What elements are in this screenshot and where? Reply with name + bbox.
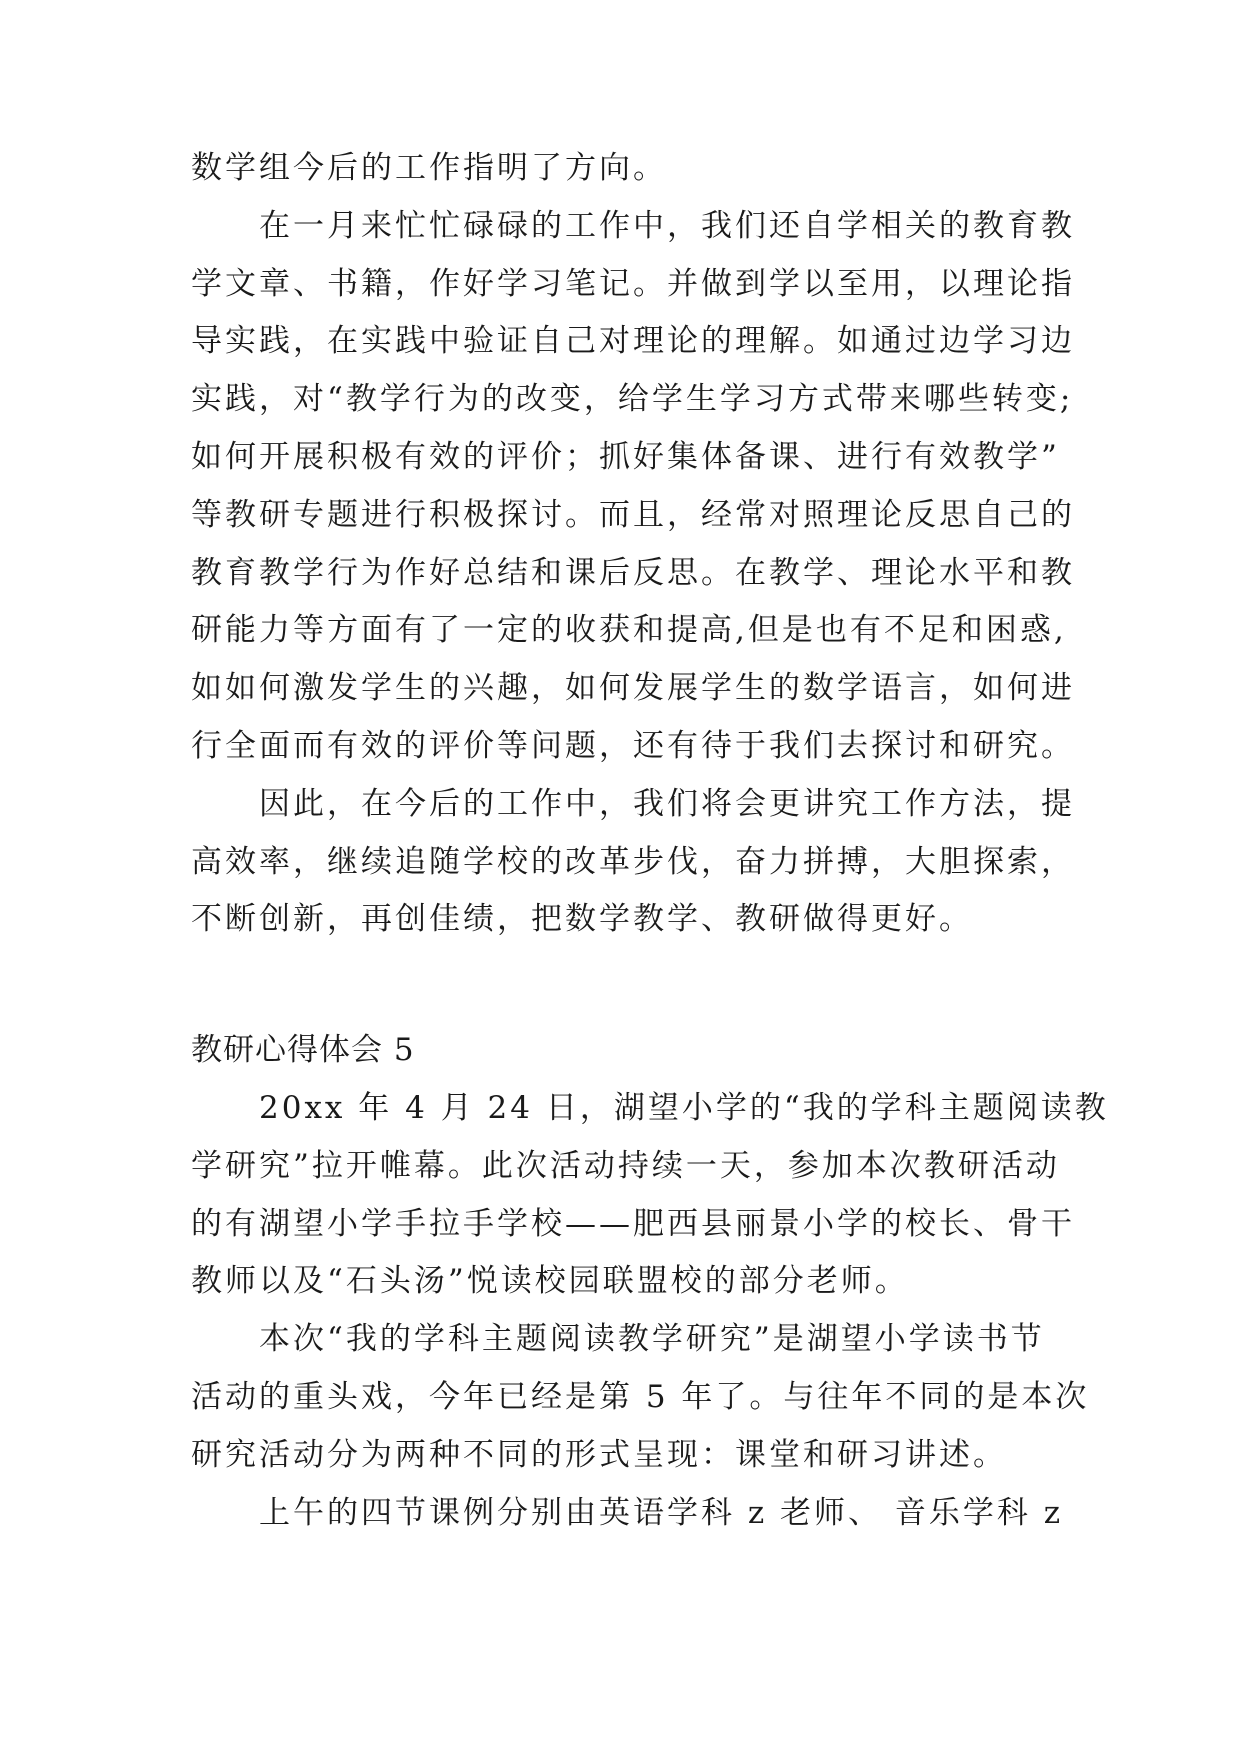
- section-1-body: [191, 140, 1075, 949]
- paragraph-line: 教育教学行为作好总结和课后反思。在教学、理论水平和教: [191, 554, 1075, 591]
- paragraph-line: 研究活动分为两种不同的形式呈现：课堂和研习讲述。: [191, 1436, 1007, 1473]
- paragraph-line: 如何开展积极有效的评价；抓好集体备课、进行有效教学”: [191, 438, 1060, 475]
- paragraph-line: 本次“我的学科主题阅读教学研究”是湖望小学读书节: [259, 1321, 1045, 1358]
- paragraph-line: 20xx 年 4 月 24 日，湖望小学的“我的学科主题阅读教: [259, 1090, 1109, 1126]
- paragraph-line: 学文章、书籍，作好学习笔记。并做到学以至用，以理论指: [191, 265, 1075, 302]
- paragraph-line: 上午的四节课例分别由英语学科 z 老师、 音乐学科 z: [259, 1494, 1064, 1531]
- paragraph-line: 不断创新，再创佳绩，把数学教学、教研做得更好。: [191, 901, 973, 938]
- paragraph-line: 学研究”拉开帷幕。此次活动持续一天，参加本次教研活动: [191, 1147, 1060, 1184]
- paragraph-line: 高效率，继续追随学校的改革步伐，奋力拼搏，大胆探索，: [191, 843, 1075, 880]
- paragraph-line: 数学组今后的工作指明了方向。: [191, 150, 667, 186]
- paragraph-line: 教师以及“石头汤”悦读校园联盟校的部分老师。: [191, 1263, 909, 1300]
- paragraph-line: 行全面而有效的评价等问题，还有待于我们去探讨和研究。: [191, 727, 1075, 764]
- paragraph-line: 的有湖望小学手拉手学校——肥西县丽景小学的校长、骨干: [191, 1205, 1075, 1242]
- paragraph-line: 如如何激发学生的兴趣，如何发展学生的数学语言，如何进: [191, 670, 1075, 707]
- paragraph-line: 实践，对“教学行为的改变，给学生学习方式带来哪些转变;: [191, 381, 1074, 418]
- paragraph-line: 因此，在今后的工作中，我们将会更讲究工作方法，提: [259, 785, 1075, 822]
- paragraph-line: 活动的重头戏，今年已经是第 5 年了。与往年不同的是本次: [191, 1378, 1090, 1415]
- paragraph-line: 等教研专题进行积极探讨。而且，经常对照理论反思自己的: [191, 496, 1075, 533]
- paragraph-line: 研能力等方面有了一定的收获和提高,但是也有不足和困惑,: [191, 612, 1067, 649]
- paragraph-line: 在一月来忙忙碌碌的工作中，我们还自学相关的教育教: [259, 207, 1075, 244]
- section-heading: 教研心得体会 5: [191, 1032, 415, 1068]
- section-2-body: [191, 1080, 1109, 1542]
- paragraph-line: 导实践，在实践中验证自己对理论的理解。如通过边学习边: [191, 323, 1075, 360]
- section-2-heading: [191, 1022, 1051, 1080]
